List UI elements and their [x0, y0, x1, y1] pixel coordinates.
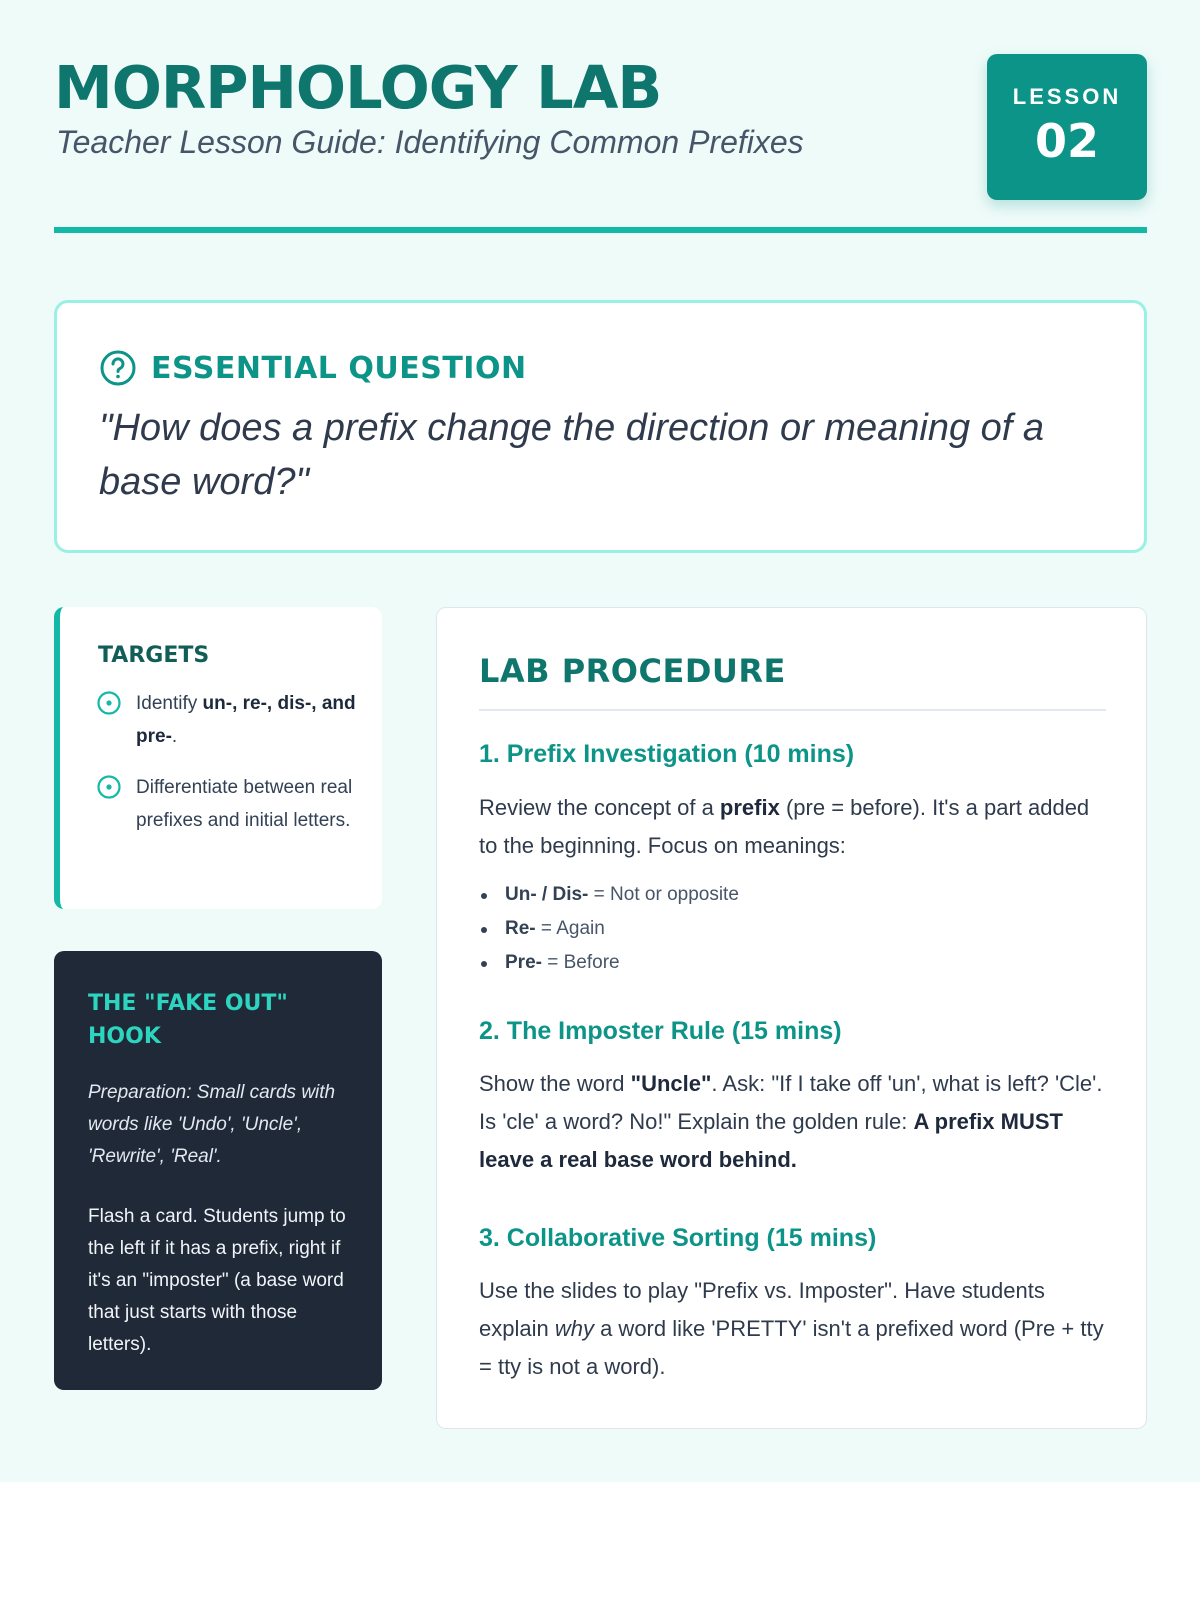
- step-3-text-rest: a word like 'PRETTY' isn't a prefixed word (Pre + tty = tty is not a word).: [479, 1316, 1104, 1379]
- step-3-text: [479, 1272, 1111, 1386]
- lesson-badge: [987, 54, 1147, 200]
- essential-question-header: [99, 349, 527, 387]
- target-text-lead: Identify: [136, 693, 203, 714]
- step-2-text-lead: Show the word: [479, 1071, 631, 1096]
- prefix-meaning: = Before: [541, 952, 620, 973]
- target-text: [136, 687, 366, 753]
- procedure-divider: [479, 709, 1106, 711]
- page-title: MORPHOLOGY LAB: [54, 53, 662, 122]
- essential-question-title: ESSENTIAL QUESTION: [151, 350, 527, 386]
- lesson-label: LESSON: [1012, 84, 1122, 109]
- lesson-number: 02: [1034, 114, 1099, 168]
- target-circle-icon: [96, 690, 122, 716]
- target-item: [96, 771, 366, 837]
- list-item: [479, 946, 739, 980]
- step-3-text-lead: Use the slides to play "Prefix vs. Imposter". Have students explain: [479, 1278, 1045, 1341]
- header-divider: [54, 227, 1147, 233]
- step-1-title: 1. Prefix Investigation (10 mins): [479, 740, 855, 768]
- targets-card: [54, 607, 382, 909]
- target-text: Differentiate between real prefixes and initial letters.: [136, 777, 353, 831]
- target-text-end: .: [171, 726, 178, 747]
- page-subtitle: Teacher Lesson Guide: Identifying Common Prefixes: [56, 124, 804, 160]
- step-2-keyword: "Uncle": [630, 1071, 712, 1096]
- hook-preparation: Preparation: Small cards with words like 'Undo', 'Uncle', 'Rewrite', 'Real'.: [88, 1082, 336, 1167]
- header: [54, 52, 1147, 234]
- hook-card: [54, 951, 382, 1390]
- step-3-title: 3. Collaborative Sorting (15 mins): [479, 1224, 877, 1252]
- prefix-meaning: = Again: [535, 918, 605, 939]
- procedure-title: LAB PROCEDURE: [479, 652, 786, 690]
- step-2-text: [479, 1065, 1111, 1179]
- targets-title: TARGETS: [98, 643, 210, 668]
- lab-procedure-card: [436, 607, 1147, 1429]
- step-3-emphasis: why: [554, 1316, 594, 1341]
- prefix-meanings-list: [479, 878, 739, 980]
- hook-instructions: Flash a card. Students jump to the left if it has a prefix, right if it's an "imposter" (a base word that just starts with those letters).: [88, 1206, 346, 1355]
- question-circle-icon: [99, 349, 137, 387]
- step-1-text: [479, 789, 1111, 865]
- list-item: [479, 912, 739, 946]
- step-1-text-lead: Review the concept of a: [479, 795, 720, 820]
- step-1-text-rest: (pre = before). It's a part added to the beginning. Focus on meanings:: [479, 795, 1090, 858]
- prefix-term: Pre-: [505, 952, 542, 973]
- step-1-keyword: prefix: [719, 795, 780, 820]
- essential-question-text: "How does a prefix change the direction or meaning of a base word?": [99, 407, 1045, 503]
- list-item: [479, 878, 739, 912]
- golden-rule: A prefix MUST leave a real base word behind.: [479, 1109, 1063, 1172]
- step-2-text-rest: . Ask: "If I take off 'un', what is left? 'Cle'. Is 'cle' a word? No!" Explain the golden rule:: [479, 1071, 1103, 1134]
- target-item: [96, 687, 366, 753]
- target-circle-icon: [96, 774, 122, 800]
- hook-title: THE "FAKE OUT" HOOK: [88, 991, 288, 1049]
- prefix-meaning: = Not or opposite: [588, 884, 739, 905]
- step-2-title: 2. The Imposter Rule (15 mins): [479, 1017, 842, 1045]
- prefix-term: Re-: [505, 918, 536, 939]
- target-prefixes: un-, re-, dis-, and pre-: [136, 693, 356, 747]
- prefix-term: Un- / Dis-: [505, 884, 589, 905]
- essential-question-card: [54, 300, 1147, 553]
